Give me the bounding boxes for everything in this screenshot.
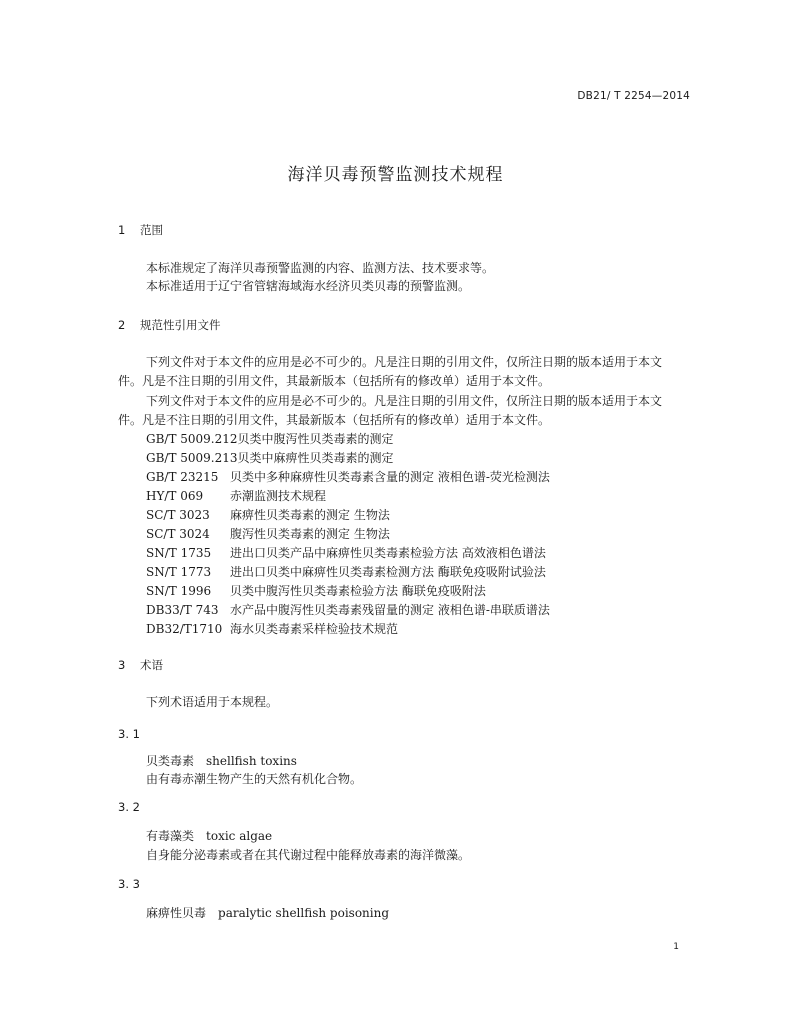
reference-item [146,544,546,561]
section-number: 1 [118,223,126,237]
reference-title: 进出口贝类产品中麻痹性贝类毒素检验方法 高效液相色谱法 [230,546,546,560]
reference-item [146,468,550,485]
term-definition: 由有毒赤潮生物产生的天然有机化合物。 [146,772,363,786]
reference-title: 海水贝类毒素采样检验技术规范 [230,622,399,636]
subsection-3-2-number: 3. 2 [118,800,140,814]
document-code-header: DB21/ T 2254—2014 [577,90,690,102]
reference-item [146,506,390,523]
reference-item [146,430,394,447]
reference-code: HY/T 069 [146,489,204,503]
reference-code: SN/T 1735 [146,546,212,560]
term-english: paralytic shellfish poisoning [218,906,390,920]
reference-title: 贝类中多种麻痹性贝类毒素含量的测定 液相色谱-荧光检测法 [230,470,550,484]
reference-item [146,525,390,542]
section-title: 规范性引用文件 [140,318,221,332]
section-number: 2 [118,318,126,332]
section-number: 3 [118,658,126,672]
section-2-heading [118,317,221,333]
reference-title: 水产品中腹泻性贝类毒素残留量的测定 液相色谱-串联质谱法 [230,603,550,617]
reference-item [146,582,486,599]
normative-paragraph-2-line-2: 件。凡是不注日期的引用文件，其最新版本（包括所有的修改单）适用于本文件。 [118,413,551,427]
reference-code: GB/T 23215 [146,470,219,484]
normative-paragraph-1-line-1: 下列文件对于本文件的应用是必不可少的。凡是注日期的引用文件，仅所注日期的版本适用于本文 [146,355,663,369]
scope-paragraph-2: 本标准适用于辽宁省管辖海域海水经济贝类贝毒的预警监测。 [146,279,471,293]
subsection-3-3-number: 3. 3 [118,877,140,891]
reference-code: DB32/T1710 [146,622,223,636]
reference-code: SC/T 3023 [146,508,210,522]
term-chinese: 贝类毒素 [146,754,195,768]
section-title: 范围 [140,223,163,237]
section-title: 术语 [140,658,163,672]
reference-title: 贝类中腹泻性贝类毒素检验方法 酶联免疫吸附法 [230,584,486,598]
reference-code: GB/T 5009.213 [146,451,238,465]
reference-title: 赤潮监测技术规程 [230,489,327,503]
reference-item [146,563,546,580]
scope-paragraph-1: 本标准规定了海洋贝毒预警监测的内容、监测方法、技术要求等。 [146,261,495,275]
reference-item [146,620,398,637]
reference-title: 麻痹性贝类毒素的测定 生物法 [230,508,390,522]
page-number: 1 [673,942,679,952]
reference-title: 进出口贝类中麻痹性贝类毒素检测方法 酶联免疫吸附试验法 [230,565,546,579]
term-english: shellfish toxins [206,754,297,768]
term-entry [146,827,272,844]
reference-item [146,449,394,466]
reference-code: SN/T 1773 [146,565,212,579]
reference-code: SC/T 3024 [146,527,210,541]
term-chinese: 麻痹性贝毒 [146,906,207,920]
reference-item [146,487,326,504]
term-definition: 自身能分泌毒素或者在其代谢过程中能释放毒素的海洋微藻。 [146,848,471,862]
normative-paragraph-2-line-1: 下列文件对于本文件的应用是必不可少的。凡是注日期的引用文件，仅所注日期的版本适用于本文 [146,394,663,408]
section-3-heading [118,657,163,673]
reference-title: 腹泻性贝类毒素的测定 生物法 [230,527,390,541]
normative-paragraph-1-line-2: 件。凡是不注日期的引用文件，其最新版本（包括所有的修改单）适用于本文件。 [118,374,551,388]
reference-title: 贝类中腹泻性贝类毒素的测定 [237,432,394,446]
terms-intro: 下列术语适用于本规程。 [146,695,279,709]
reference-item [146,601,550,618]
term-entry [146,752,297,769]
reference-code: SN/T 1996 [146,584,212,598]
document-title: 海洋贝毒预警监测技术规程 [287,165,504,185]
reference-code: DB33/T 743 [146,603,219,617]
reference-code: GB/T 5009.212 [146,432,238,446]
reference-title: 贝类中麻痹性贝类毒素的测定 [237,451,394,465]
term-english: toxic algae [206,829,273,843]
section-1-heading [118,222,163,238]
term-entry [146,904,389,921]
subsection-3-1-number: 3. 1 [118,727,140,741]
term-chinese: 有毒藻类 [146,829,195,843]
